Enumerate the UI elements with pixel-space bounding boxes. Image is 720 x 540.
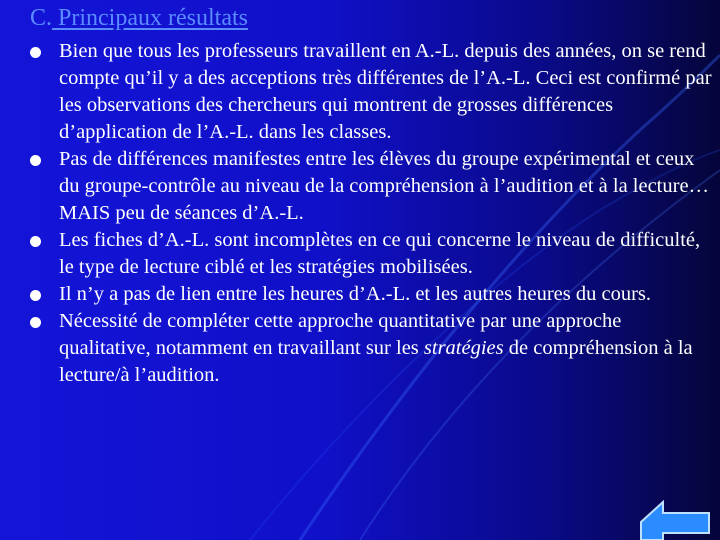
bullet-dot-icon: [30, 290, 41, 301]
bullet-item: [30, 308, 716, 389]
bullet-text: Bien que tous les professeurs travaillent en A.-L. depuis des années, on se rend compte qu’il y a des acceptions très différentes de l’A.-L. Ceci est confirmé par les observations des chercheurs qui montrent de grosses différences d’application de l’A.-L. dans les classes.: [59, 40, 712, 143]
bullet-dot-icon: [30, 317, 41, 328]
title-prefix: C.: [30, 5, 53, 31]
bullet-item: [30, 38, 716, 146]
bullet-item: [30, 146, 716, 227]
back-arrow-icon[interactable]: [639, 500, 711, 540]
bullet-dot-icon: [30, 47, 41, 58]
slide-title: [30, 3, 248, 33]
bullet-item: [30, 281, 716, 308]
bullet-dot-icon: [30, 155, 41, 166]
bullet-text-italic: stratégies: [423, 337, 504, 359]
bullet-list: [30, 38, 716, 389]
bullet-text-after: de compréhension à la lecture/à l’audition.: [59, 337, 693, 386]
bullet-text-before: Nécessité de compléter cette approche quantitative par une approche qualitative, notamment en travaillant sur les: [59, 310, 622, 359]
bullet-text: Les fiches d’A.-L. sont incomplètes en ce qui concerne le niveau de difficulté, le type de lecture ciblé et les stratégies mobilisées.: [59, 229, 701, 278]
bullet-item: [30, 227, 716, 281]
bullet-text: Il n’y a pas de lien entre les heures d’A.-L. et les autres heures du cours.: [59, 283, 652, 305]
title-text: Principaux résultats: [52, 5, 248, 31]
bullet-dot-icon: [30, 236, 41, 247]
bullet-text: Pas de différences manifestes entre les élèves du groupe expérimental et ceux du groupe-contrôle au niveau de la compréhension à l’audition et à la lecture… MAIS peu de séances d’A.-L.: [59, 148, 710, 224]
